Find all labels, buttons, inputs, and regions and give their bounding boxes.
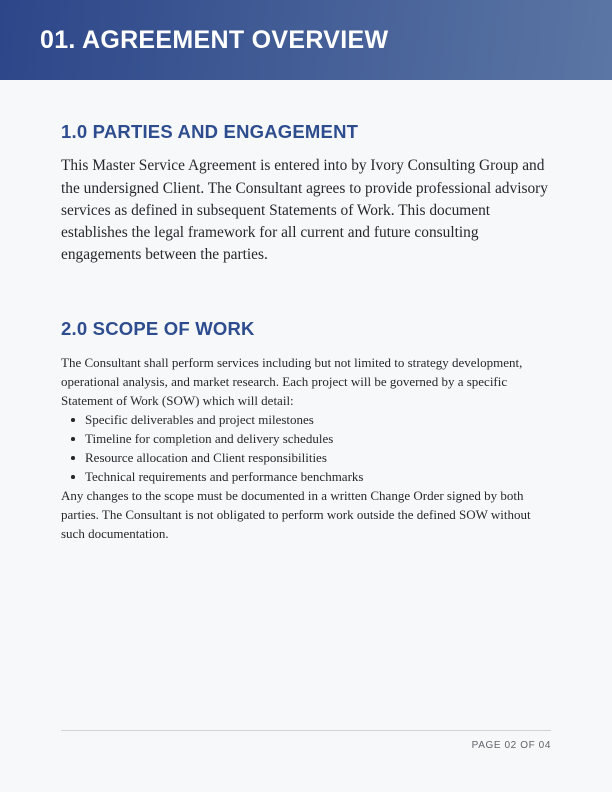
page-number-label: PAGE 02 OF 04	[471, 740, 551, 751]
section-scope-of-work	[61, 318, 551, 543]
bullet-item: Specific deliverables and project milestones	[61, 410, 551, 429]
page-content	[0, 80, 612, 543]
page-footer	[61, 730, 551, 751]
page-banner	[0, 0, 612, 80]
bullet-item: Resource allocation and Client responsibilities	[61, 448, 551, 467]
section-2-heading: 2.0 SCOPE OF WORK	[61, 317, 255, 339]
section-1-paragraph: This Master Service Agreement is entered into by Ivory Consulting Group and the undersigned Client. The Consultant agrees to provide professional advisory services as defined in subsequent Statements of Work. This document establishes the legal framework for all current and future consulting engagements between the parties.	[61, 157, 548, 264]
section-2-closing-paragraph: Any changes to the scope must be documented in a written Change Order signed by both parties. The Consultant is not obligated to perform work outside the defined SOW without such documentation.	[61, 488, 531, 542]
bullet-item: Timeline for completion and delivery schedules	[61, 429, 551, 448]
scope-bullet-list	[61, 410, 551, 486]
banner-title: 01. AGREEMENT OVERVIEW	[40, 25, 389, 54]
section-1-heading: 1.0 PARTIES AND ENGAGEMENT	[61, 121, 359, 142]
section-2-intro-paragraph: The Consultant shall perform services including but not limited to strategy development, operational analysis, and market research. Each project will be governed by a specific Statement of Work (SOW) which will detail:	[61, 355, 523, 409]
bullet-item: Technical requirements and performance benchmarks	[61, 467, 551, 486]
section-parties-and-engagement	[61, 121, 551, 267]
